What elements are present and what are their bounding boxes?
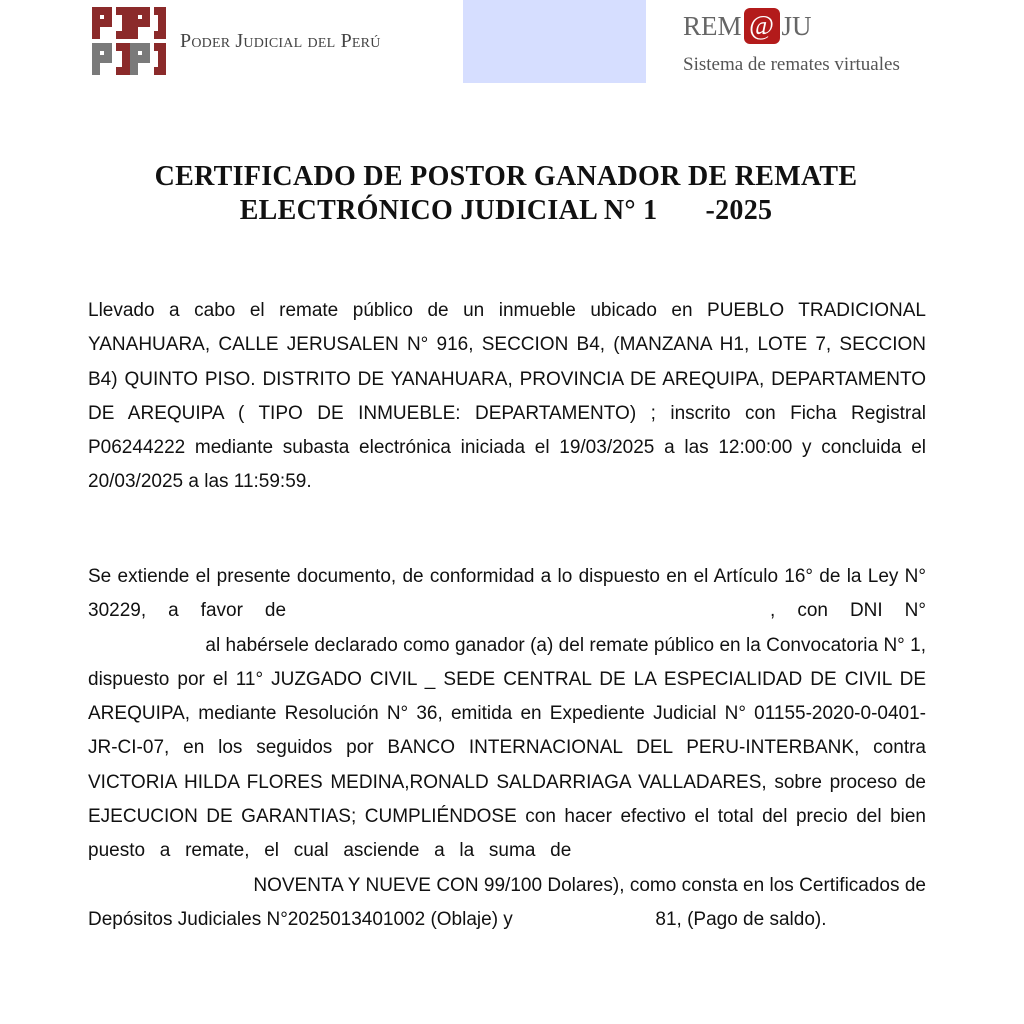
remaju-subtitle: Sistema de remates virtuales [683,54,900,75]
paragraph-property-details: Llevado a cabo el remate público de un inmueble ubicado en PUEBLO TRADICIONAL YANAHUARA, CALLE JERUSALEN N° 916, SECCION B4, (MANZANA H1, LOTE 7, SECCION B4) QUINTO PISO. DISTRITO DE YANAHUARA, PROVINCIA DE AREQUIPA, DEPARTAMENTO DE AREQUIPA ( TIPO DE INMUEBLE: DEPARTAMENTO) ; inscrito con Ficha Registral P06244222 mediante subasta electrónica iniciada el 19/03/2025 a las 12:00:00 y concluida el 20/03/2025 a las 11:59:59. [88,300,926,493]
title-line-2-year: -2025 [705,195,773,226]
header-placeholder-box [463,0,646,83]
remaju-logo-right: JU [781,10,812,41]
organization-name: Poder Judicial del Perú [180,30,381,52]
paragraph-certificate-details [88,560,926,937]
paragraph2-part1: Se extiende el presente documento, de conformidad a lo dispuesto en el Artículo 16° de la Ley N° 30229, a favor de [88,566,926,622]
remaju-at-icon: @ [744,8,780,44]
paragraph2-part2: , con DNI N° [770,600,926,622]
title-line-2-number: ELECTRÓNICO JUDICIAL N° 1 [239,195,658,226]
remaju-logo-left: REM [683,10,742,41]
remaju-logo [683,8,812,44]
paragraph2-part4: NOVENTA Y NUEVE CON 99/100 Dolares), como consta en los Certificados de Depósitos Judiciales N°2025013401002 (Oblaje) y [88,874,927,930]
paragraph2-part3: al habérsele declarado como ganador (a) del remate público en la Convocatoria N° 1, dispuesto por el 11° JUZGADO CIVIL _ SEDE CENTRAL DE LA ESPECIALIDAD DE CIVIL DE AREQUIPA, mediante Resolución N° 36, emitida en Expediente Judicial N° 01155-2020-0-0401-JR-CI-07, en los seguidos por BANCO INTERNACIONAL DEL PERU-INTERBANK, contra VICTORIA HILDA FLORES MEDINA,RONALD SALDARRIAGA VALLADARES, sobre proceso de EJECUCION DE GARANTIAS; CUMPLIÉNDOSE con hacer efectivo el total del precio del bien puesto a remate, el cual asciende a la suma de [88,634,926,862]
poder-judicial-logo-icon [92,7,166,79]
title-line-1: CERTIFICADO DE POSTOR GANADOR DE REMATE [154,161,858,192]
title-line-2 [0,194,1012,228]
document-title [0,160,1012,228]
paragraph2-part5: 81, (Pago de saldo). [655,908,827,930]
